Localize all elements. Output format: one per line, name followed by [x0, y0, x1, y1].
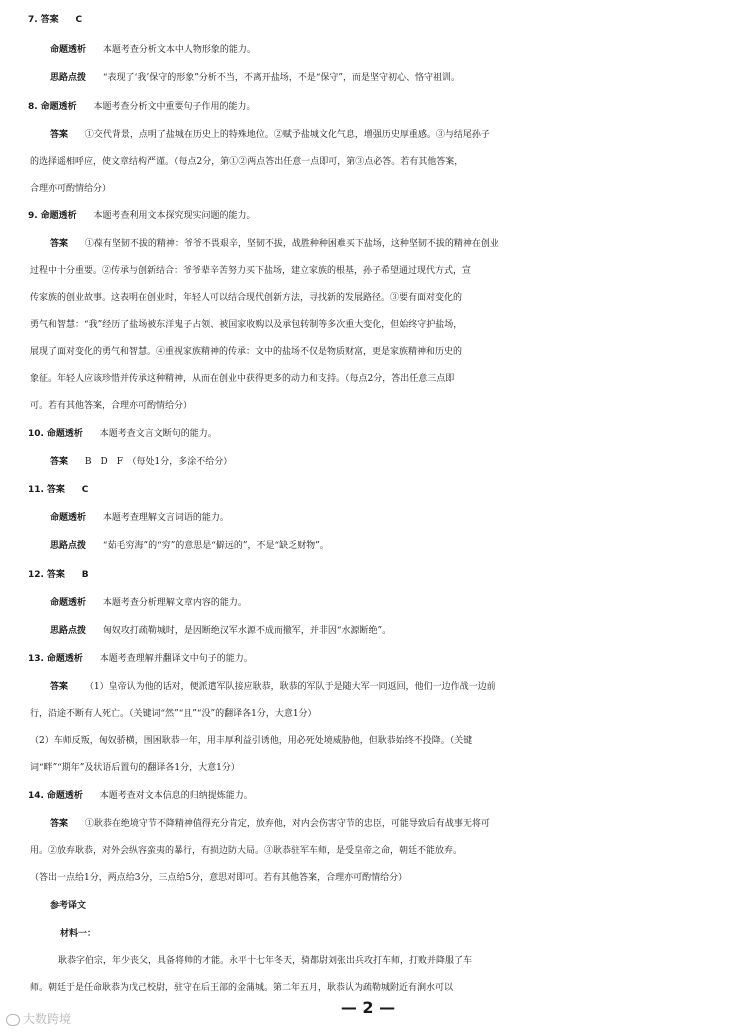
- q9-answer-line-5: 展现了面对变化的勇气和智慧。④重视家族精神的传承：文中的盐场不仅是物质财富，更是家族精神和历史的: [30, 347, 463, 357]
- q11-analysis-line: 命题透析 本题考查理解文言词语的能力。: [50, 513, 229, 523]
- q12-hint-line: 思路点拨 匈奴攻打疏勒城时，是因断绝汉军水源不成而撤军，并非因“水源断绝”。: [50, 626, 392, 636]
- q13-answer-line-2: 行，沿途不断有人死亡。（关键词“然”“且”“没”的翻译各1分，大意1分）: [30, 709, 317, 719]
- q8-answer-line-2: 的选择遥相呼应，使文章结构严谨。（每点2分，第①②两点答出任意一点即可，第③点必答。若有其他答案，: [30, 157, 464, 167]
- q9-answer-line-2: 过程中十分重要。②传承与创新结合：爷爷辈辛苦努力买下盐场，建立家族的根基，孙子希望通过现代方式，宣: [30, 266, 472, 276]
- q12-analysis-line: 命题透析 本题考查分析理解文章内容的能力。: [50, 598, 247, 608]
- q14-answer-line-2: 用。②放弃耿恭，对外会纵容蛮夷的暴行，有损边防大局。③耿恭驻军车师，是受皇帝之命，朝廷不能放弃。: [30, 846, 463, 856]
- page-number: — 2 —: [340, 998, 396, 1017]
- q9-answer-line-6: 象征。年轻人应该珍惜并传承这种精神，从而在创业中获得更多的动力和支持。（每点2分，答出任意三点即: [30, 374, 455, 384]
- q12-answer-line: 12. 答案 B: [28, 570, 89, 580]
- q14-analysis-line: 14. 命题透析 本题考查对文本信息的归纳提炼能力。: [28, 791, 253, 801]
- q10-answer-line: 答案 B D F （每处1分，多涂不给分）: [50, 457, 233, 467]
- translation-para-2: 师。朝廷于是任命耿恭为戊己校尉，驻守在后王部的金蒲城。第二年五月，耿恭认为疏勒城附近有涧水可以: [30, 983, 454, 993]
- translation-material-1: 材料一：: [60, 929, 97, 939]
- q8-answer-line-1: 答案 ①交代背景，点明了盐城在历史上的特殊地位。②赋予盐城文化气息，增强历史厚重感。③与结尾孙子: [50, 130, 490, 140]
- q11-answer-line: 11. 答案 C: [28, 485, 89, 495]
- q7-answer-line: 7. 答案 C: [28, 15, 83, 25]
- q9-analysis-line: 9. 命题透析 本题考查利用文本探究现实问题的能力。: [28, 211, 256, 221]
- q13-answer-line-3: （2）车师反叛，匈奴骄横，围困耿恭一年，用丰厚利益引诱他，用必死处境威胁他，但耿恭始终不投降。（关键: [30, 736, 473, 746]
- q9-answer-line-4: 勇气和智慧：“我”经历了盐场被东洋鬼子占领、被国家收购以及承包转制等多次重大变化，但始终守护盐场，: [30, 320, 463, 330]
- translation-title: 参考译文: [50, 901, 87, 911]
- q13-answer-line-4: 词“畔”“期年”及状语后置句的翻译各1分，大意1分）: [30, 763, 240, 773]
- q13-analysis-line: 13. 命题透析 本题考查理解并翻译文中句子的能力。: [28, 654, 253, 664]
- q13-answer-line-1: 答案 （1）皇帝认为他的话对，便派遣军队接应耿恭，耿恭的军队于是随大军一同返回，他们一边作战一边前: [50, 682, 496, 692]
- q8-analysis-line: 8. 命题透析 本题考查分析文中重要句子作用的能力。: [28, 102, 256, 112]
- q7-hint-line: 思路点拨 “表现了‘我’保守的形象”分析不当，不离开盐场，不是“保守”，而是坚守初心、恪守祖训。: [50, 73, 461, 83]
- q11-hint-line: 思路点拨 “茹毛穷海”的“穷”的意思是“僻远的”，不是“缺乏财物”。: [50, 541, 329, 551]
- q9-answer-line-3: 传家族的创业故事。这表明在创业时，年轻人可以结合现代创新方法，寻找新的发展路径。③要有面对变化的: [30, 293, 463, 303]
- q10-analysis-line: 10. 命题透析 本题考查文言文断句的能力。: [28, 429, 217, 439]
- q9-answer-line-1: 答案 ①葆有坚韧不拔的精神：爷爷不畏艰辛，坚韧不拔，战胜种种困难买下盐场，这种坚韧不拔的精神在创业: [50, 239, 499, 249]
- q14-answer-line-1: 答案 ①耿恭在绝境守节不降精神值得充分肯定，放弃他，对内会伤害守节的忠臣，可能导致后有战事无将可: [50, 819, 490, 829]
- q9-answer-line-7: 可。若有其他答案，合理亦可酌情给分）: [30, 401, 193, 411]
- q7-analysis-line: 命题透析 本题考查分析文本中人物形象的能力。: [50, 45, 256, 55]
- q8-answer-line-3: 合理亦可酌情给分）: [30, 184, 112, 194]
- watermark-logo-icon: [6, 1014, 20, 1026]
- translation-para-1: 耿恭字伯宗，年少丧父，具备将帅的才能。永平十七年冬天，骑都尉刘张出兵攻打车师，打败并降服了车: [58, 956, 473, 966]
- q14-answer-line-3: （答出一点给1分，两点给3分，三点给5分，意思对即可。若有其他答案，合理亦可酌情给分）: [30, 873, 408, 883]
- watermark: 大数跨境: [6, 1010, 71, 1027]
